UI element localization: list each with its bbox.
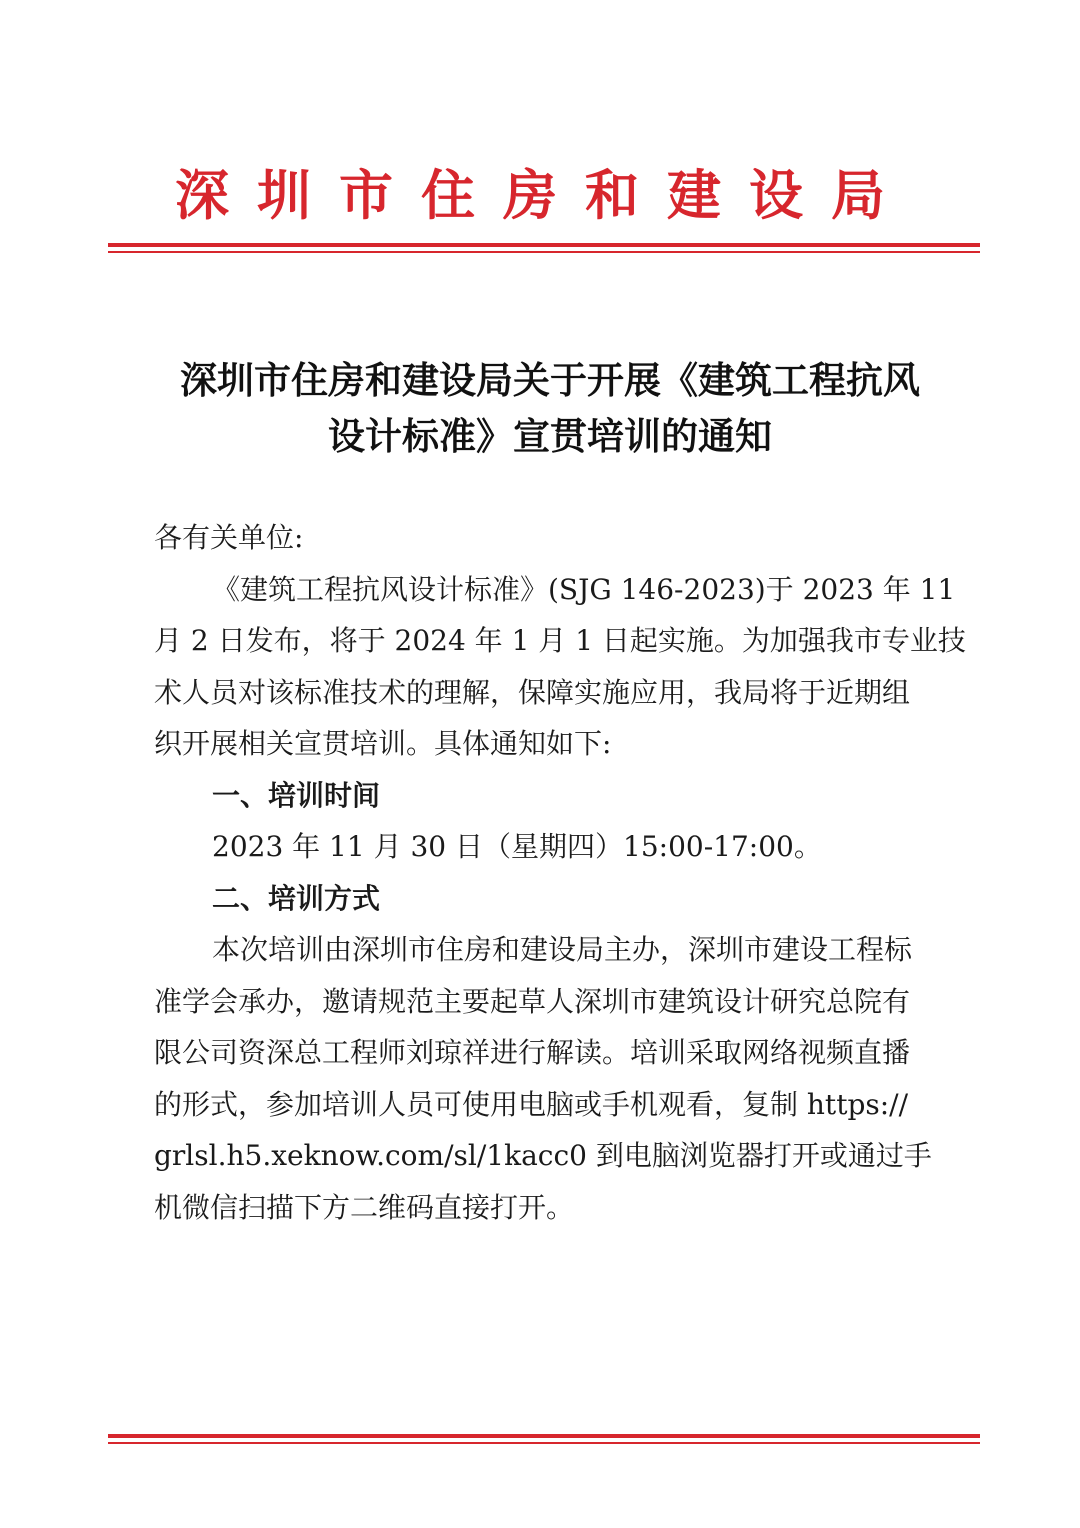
salutation: 各有关单位: <box>154 521 304 554</box>
training-method-line: grlsl.h5.xeknow.com/sl/1kacc0 到电脑浏览器打开或通过手 <box>154 1139 932 1172</box>
intro-line: 月 2 日发布，将于 2024 年 1 月 1 日起实施。为加强我市专业技 <box>154 624 966 657</box>
intro-line: 《建筑工程抗风设计标准》(SJG 146-2023)于 2023 年 11 <box>212 572 956 606</box>
training-time-text: 2023 年 11 月 30 日（星期四）15:00-17:00。 <box>212 830 822 863</box>
footer-rule-thin <box>108 1442 980 1444</box>
title-line-2: 设计标准》宣贯培训的通知 <box>328 414 772 458</box>
training-method-line: 限公司资深总工程师刘琼祥进行解读。培训采取网络视频直播 <box>154 1036 911 1069</box>
footer-rule-thick <box>108 1434 980 1438</box>
document-title <box>130 352 970 464</box>
training-method-line: 本次培训由深圳市住房和建设局主办，深圳市建设工程标 <box>212 933 913 966</box>
training-method-line: 机微信扫描下方二维码直接打开。 <box>154 1190 575 1224</box>
letterhead-rule-thin <box>108 251 980 253</box>
letterhead-rule-thick <box>108 243 980 247</box>
training-method-line: 准学会承办，邀请规范主要起草人深圳市建筑设计研究总院有 <box>154 984 911 1018</box>
letterhead-org-name: 深圳市住房和建设局 <box>175 163 913 227</box>
title-line-1: 深圳市住房和建设局关于开展《建筑工程抗风 <box>180 358 920 402</box>
document-body <box>154 512 966 1233</box>
section-heading-training-time: 一、培训时间 <box>212 778 381 812</box>
training-method-line: 的形式，参加培训人员可使用电脑或手机观看，复制 https:// <box>154 1087 909 1121</box>
section-heading-training-method: 二、培训方式 <box>212 881 381 915</box>
intro-line: 织开展相关宣贯培训。具体通知如下: <box>154 727 612 760</box>
intro-line: 术人员对该标准技术的理解，保障实施应用，我局将于近期组 <box>154 675 911 709</box>
